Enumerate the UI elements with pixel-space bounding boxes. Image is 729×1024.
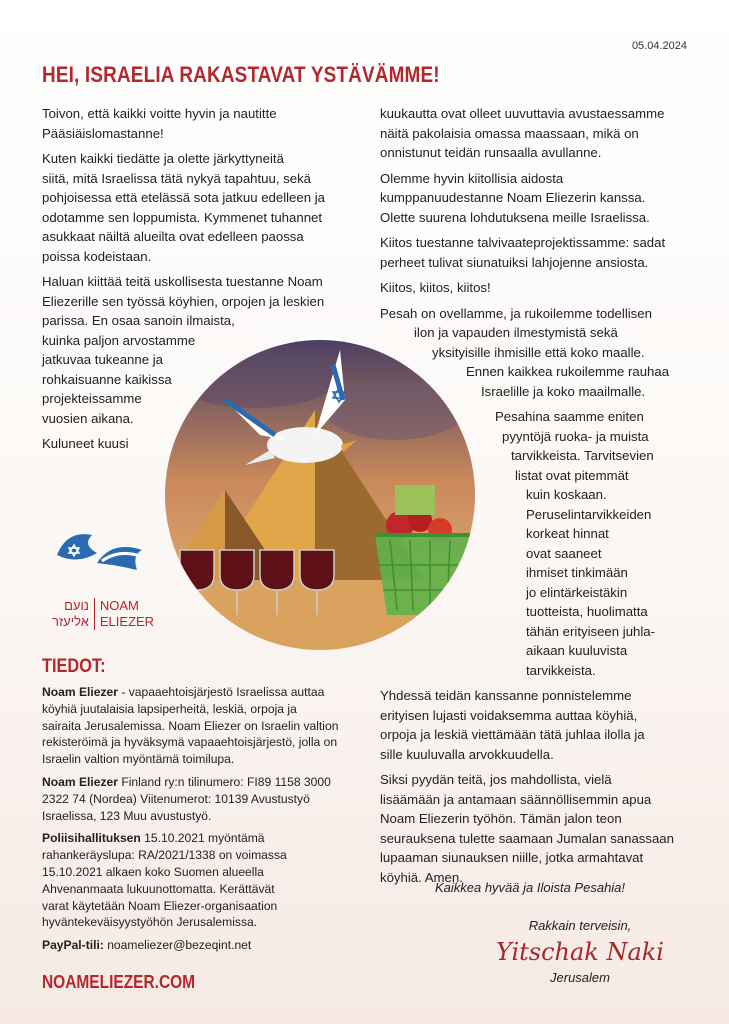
text-line: rohkaisuanne kaikissa: [42, 371, 172, 387]
text-line: kumppanuudestanne Noam Eliezerin kanssa.: [380, 190, 646, 205]
info-line: [42, 718, 362, 735]
text-line: Haluan kiittää teitä uskollisesta tuestanne Noam: [42, 274, 323, 289]
text-line: seurauksena tulette saamaan Jumalan sanassaan: [380, 830, 674, 846]
info-line: [42, 937, 362, 954]
closing-wish: Kaikkea hyvää ja Iloista Pesahia!: [434, 880, 626, 895]
info-text: 2322 74 (Nordea) Viitenumerot: 10139 Avustustyö: [42, 791, 310, 806]
info-item: [42, 774, 362, 824]
info-bold-label: Poliisihallituksen: [42, 831, 141, 846]
info-line: [42, 881, 362, 898]
logo-latin-top: NOAM: [99, 598, 139, 613]
paragraph: [380, 686, 685, 764]
text-line: tarvikkeista. Tarvitsevien: [511, 448, 654, 463]
info-line: [42, 898, 362, 915]
text-line: projekteissamme: [42, 391, 142, 406]
text-line: Peruselintarvikkeiden: [526, 506, 652, 522]
paragraph: [42, 104, 347, 143]
info-bold-label: Noam Eliezer: [42, 685, 118, 699]
info-line: [42, 774, 362, 791]
passover-illustration: [165, 340, 475, 650]
text-line: Eliezerille sen työssä köyhien, orpojen ja leskien: [42, 293, 325, 309]
text-line: pyyntöjä ruoka- ja muista: [502, 428, 649, 444]
text-line: Pesahina saamme eniten: [495, 409, 644, 424]
info-line: [42, 751, 362, 768]
paragraph: [380, 104, 685, 163]
info-line: [42, 684, 362, 701]
info-text: rahankeräyslupa: RA/2021/1338 on voimassa: [42, 848, 287, 863]
website-link[interactable]: NOAMELIEZER.COM: [42, 972, 196, 992]
paragraph: [380, 169, 685, 228]
info-text: varat käytetään Noam Eliezer-organisaation: [42, 898, 278, 913]
noam-eliezer-logo: [52, 525, 162, 637]
logo-hebrew-top: נועם: [64, 598, 89, 613]
text-line: Israelille ja koko maailmalle.: [481, 383, 646, 399]
info-text: Israelin valtion myöntämä toimilupa.: [42, 752, 235, 767]
text-line: aikaan kuuluvista: [526, 643, 628, 658]
text-line: kuukautta ovat olleet uuvuttavia avustaessamme: [380, 106, 665, 121]
paragraph: [380, 233, 685, 272]
info-text: köyhiä juutalaisia lapsiperheitä, leskiä, orpoja ja: [42, 701, 297, 716]
text-line: jatkuvaa tukeanne ja: [42, 352, 163, 367]
info-item: [42, 830, 362, 931]
text-line: Kuluneet kuusi: [42, 436, 129, 451]
text-line: näitä pakolaisia omassa maassaan, mikä on: [380, 125, 639, 141]
closing-place: Jerusalem: [550, 970, 610, 985]
text-line: ihmiset tinkimään: [526, 565, 628, 580]
text-line: köyhiä. Amen.: [380, 869, 463, 885]
text-line: kuinka paljon arvostamme: [42, 332, 196, 348]
info-text: Israelissa, 123 Muu avustustyö.: [42, 808, 212, 823]
info-text: sairaita Jerusalemissa. Noam Eliezer on Israelin valtion: [42, 718, 339, 733]
text-line: lupaaman siunauksen niille, jotka armahtavat: [380, 850, 644, 865]
info-line: [42, 914, 362, 931]
text-line: korkeat hinnat: [526, 526, 609, 541]
text-line: asukkaat näiltä alueilta ovat edelleen paossa: [42, 229, 304, 244]
info-item: [42, 937, 362, 954]
text-line: ilon ja vapauden ilmestymistä sekä: [414, 325, 618, 340]
text-line: orpoja ja leskiä viettämään tätä juhlaa ilolla ja: [380, 727, 645, 742]
info-text: 15.10.2021 myöntämä: [140, 831, 265, 846]
tiedot-heading: TIEDOT:: [42, 656, 106, 677]
paragraph: [42, 149, 347, 266]
text-line: siitä, mitä Israelissa tätä nykyä tapahtuu, sekä: [42, 170, 312, 186]
text-line: perheet tulivat siunatuiksi lahjojenne ansiosta.: [380, 254, 649, 270]
text-line: Yhdessä teidän kanssanne ponnistelemme: [380, 688, 632, 703]
text-line: kuin koskaan.: [526, 487, 607, 502]
text-line: Pesah on ovellamme, ja rukoilemme todellisen: [380, 305, 652, 321]
text-line: lisäämään ja antamaan säännöllisemmin apua: [380, 791, 652, 807]
paragraph: [380, 278, 685, 298]
text-line: tuotteista, huolimatta: [526, 604, 648, 619]
page-title: HEI, ISRAELIA RAKASTAVAT YSTÄVÄMME!: [42, 62, 440, 87]
text-line: jo elintärkeistäkin: [526, 584, 628, 600]
text-line: ovat saaneet: [526, 545, 602, 561]
text-line: Toivon, että kaikki voitte hyvin ja nautitte: [42, 106, 277, 121]
signature: Yitschak Naki: [496, 938, 664, 966]
info-line: [42, 701, 362, 718]
info-text: Ahvenanmaata lukuunottomatta. Kerättävät: [42, 881, 275, 896]
text-line: Olette suurena lohdutuksena meille Israelissa.: [380, 209, 650, 225]
info-line: [42, 734, 362, 751]
text-line: vuosien aikana.: [42, 410, 134, 426]
text-line: Noam Eliezerin työhön. Tämän jalon teon: [380, 811, 622, 826]
info-item: [42, 684, 362, 768]
info-section: [42, 684, 362, 960]
info-line: [42, 847, 362, 864]
info-text: - vapaaehtoisjärjestö Israelissa auttaa: [117, 685, 325, 699]
info-line: [42, 830, 362, 847]
info-line: [42, 808, 362, 825]
date: 05.04.2024: [631, 40, 687, 52]
text-line: tähän erityiseen juhla-: [526, 623, 656, 639]
text-line: Kuten kaikki tiedätte ja olette järkyttyneitä: [42, 151, 284, 166]
info-bold-label: Noam Eliezer: [42, 774, 118, 789]
text-line: onnistunut teidän runsaalla avullanne.: [380, 145, 602, 160]
text-line: Olemme hyvin kiitollisia aidosta: [380, 170, 564, 186]
info-text: rekisteröimä ja hyväksymä vapaaehtoisjärjestö, jolla on: [42, 735, 338, 750]
info-text: Finland ry:n tilinumero: FI89 1158 3000: [117, 774, 331, 789]
text-line: poissa kodeistaan.: [42, 248, 152, 264]
logo-latin-bottom: ELIEZER: [99, 614, 155, 629]
text-line: pohjoisessa että etelässä sota jatkuu edelleen ja: [42, 190, 325, 205]
text-line: Kiitos, kiitos, kiitos!: [380, 280, 491, 295]
text-line: Siksi pyydän teitä, jos mahdollista, vielä: [380, 772, 612, 787]
info-line: [42, 791, 362, 808]
text-line: Ennen kaikkea rukoilemme rauhaa: [466, 364, 670, 379]
text-line: tarvikkeista.: [526, 662, 596, 678]
text-line: odotamme sen loppumista. Kymmenet tuhannet: [42, 209, 323, 225]
text-line: erityisen lujasti voidaksemma auttaa köyhiä,: [380, 707, 638, 723]
text-line: yksityisille ihmisille että koko maalle.: [432, 344, 645, 360]
info-bold-label: PayPal-tili:: [42, 938, 104, 953]
text-line: Pääsiäislomastanne!: [42, 125, 164, 141]
closing-regards: Rakkain terveisin,: [528, 918, 632, 933]
logo-hebrew-bottom: אליעזר: [52, 614, 89, 629]
text-line: sille kuuluvalla arvokkuudella.: [380, 746, 554, 762]
text-line: parissa. En osaa sanoin ilmaista,: [42, 313, 235, 328]
info-text: hyväntekeväisyystyöhön Jerusalemissa.: [42, 915, 258, 930]
text-line: listat ovat pitemmät: [515, 467, 629, 483]
paragraph: [380, 770, 685, 887]
text-line: Kiitos tuestanne talvivaateprojektissamme: sadat: [380, 235, 666, 250]
info-text: 15.10.2021 alkaen koko Suomen alueella: [42, 864, 264, 879]
info-text: noameliezer@bezeqint.net: [103, 938, 252, 953]
info-line: [42, 864, 362, 881]
